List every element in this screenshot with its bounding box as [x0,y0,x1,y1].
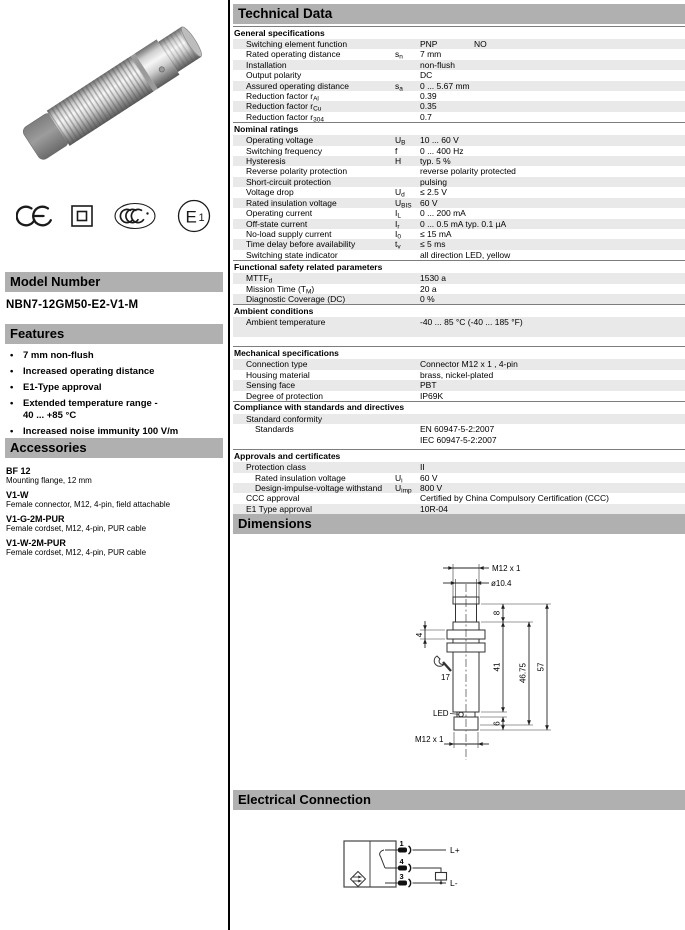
spec-value: -40 ... 85 °C (-40 ... 185 °F) [420,317,523,328]
l-plus-label: L+ [450,845,460,855]
dim-label-thread-top: M12 x 1 [492,564,521,573]
model-number-value: NBN7-12GM50-E2-V1-M [6,299,139,311]
spec-symbol: $I_0$ [395,228,401,241]
spec-label: Standard conformity [246,413,323,424]
spec-value: 60 V [420,197,438,208]
spec-label: Reduction factor $r_{304}$ [246,111,324,124]
spec-value: 10R-04 [420,503,448,514]
feature-item: • 7 mm non-flush [6,350,224,362]
spec-row [233,359,685,369]
technical-data-header: Technical Data [233,4,685,24]
spec-value: PNP NO [420,39,487,49]
spec-value: brass, nickel-plated [420,369,494,380]
pin-3-label: 3 [399,872,404,881]
spec-symbol: $s_n$ [395,49,403,61]
feature-item: • E1-Type approval [6,382,224,394]
spec-value: IP69K [420,390,444,401]
spec-symbol: $U_{BIS}$ [395,197,412,210]
spec-section [233,260,685,304]
spec-value: 10 ... 60 V [420,135,459,146]
spec-row [233,391,685,401]
spec-row [233,414,685,424]
spec-label: Time delay before availability [246,239,356,250]
spec-symbol: $I_r$ [395,218,400,230]
spec-row [233,166,685,176]
spec-value: 0.35 [420,101,437,112]
spec-section-title: Ambient conditions [233,304,685,317]
wrench-size-label: 17 [441,673,450,682]
spec-row [233,39,685,49]
spec-value: DC [420,70,433,81]
spec-row [233,187,685,197]
spec-label: Ambient temperature [246,317,326,328]
electrical-connection-figure [338,838,488,905]
model-number-header: Model Number [5,272,223,292]
spec-label: Diagnostic Coverage (DC) [246,293,346,304]
spec-label: Installation [246,59,287,70]
led-label: LED [433,709,449,718]
dimension-drawing [391,552,641,772]
spec-label: Switching state indicator [246,249,338,260]
spec-row [233,135,685,145]
spec-label: Short-circuit protection [246,176,332,187]
spec-value: PBT [420,380,437,391]
spec-row [233,473,685,483]
spec-symbol: $U_{imp}$ [395,483,412,495]
spec-row [233,284,685,294]
spec-row [233,250,685,260]
spec-row [233,424,685,445]
spec-value: 60 V [420,472,438,483]
spec-symbol: $U_d$ [395,187,405,199]
spec-row [233,317,685,337]
spec-row [233,483,685,493]
spec-value: 7 mm [420,49,442,60]
spec-label: Switching element function [246,39,348,49]
spec-row [233,462,685,472]
accessory-item [6,538,224,558]
spec-symbol: $U_B$ [395,135,406,147]
spec-label: E1 Type approval [246,503,312,514]
dim-label-thread-bottom: M12 x 1 [415,735,444,744]
accessory-name: V1-G-2M-PUR [6,513,65,524]
spec-symbol: $t_v$ [395,239,401,251]
spec-section-title: Approvals and certificates [233,449,685,462]
accessory-name: V1-W [6,489,29,500]
dim-label-diameter: ø10.4 [491,579,512,588]
spec-section [233,401,685,445]
spec-value: 0 ... 0.5 mA typ. 0.1 µA [420,218,507,229]
spec-row [233,81,685,91]
spec-row [233,219,685,229]
spec-label: Reduction factor $r_{Cu}$ [246,101,322,113]
spec-label: Protection class [246,462,306,473]
certification-marks [8,192,220,240]
spec-row [233,198,685,208]
spec-label: Connection type [246,359,308,370]
l-minus-label: L- [450,878,458,888]
spec-value: 0 ... 200 mA [420,208,466,219]
feature-item: • Extended temperature range - 40 ... +85 °C [6,398,224,421]
dim-label-57: 57 [536,662,546,672]
spec-value: 0 % [420,293,435,304]
dim-label-46-75: 46.75 [518,662,528,684]
spec-row [233,60,685,70]
dim-label-4: 4 [415,632,424,638]
spec-symbol: $I_L$ [395,208,401,220]
spec-value: reverse polarity protected [420,166,516,177]
wiring-diagram [338,838,488,900]
spec-row [233,156,685,166]
spec-label: Reverse polarity protection [246,166,348,177]
spec-label: Rated operating distance [246,49,341,60]
spec-row [233,146,685,156]
spec-row [233,294,685,304]
protection-class-ii-icon [70,204,94,228]
right-column [233,0,685,930]
left-column [0,0,228,930]
dim-label-6: 6 [492,721,502,726]
spec-value: ≤ 15 mA [420,228,452,239]
spec-label: Sensing face [246,380,296,391]
technical-data-table [233,26,685,514]
spec-label: Hysteresis [246,156,286,167]
spec-value: ≤ 2.5 V [420,187,447,198]
accessories-header: Accessories [5,438,223,458]
spec-label: CCC approval [246,493,300,504]
spec-label: Rated insulation voltage [255,472,346,483]
spec-symbol: H [395,156,402,167]
spec-row [233,177,685,187]
spec-row [233,273,685,283]
spec-label: Rated insulation voltage [246,197,337,208]
accessories-list [6,461,224,557]
spec-label: Operating current [246,208,313,219]
features-header: Features [5,324,223,344]
spec-section [233,122,685,260]
spec-label: Standards [255,424,294,435]
spec-section [233,304,685,337]
spec-section [233,26,685,122]
accessory-item [6,466,224,486]
spec-section-title: Functional safety related parameters [233,260,685,273]
spec-row [233,208,685,218]
spec-value: 0.39 [420,91,437,102]
spec-label: Switching frequency [246,145,323,156]
spec-section-title: Mechanical specifications [233,346,685,359]
spec-symbol: $s_a$ [395,80,403,93]
led-indicator-circle [459,712,464,717]
accessory-desc: Female cordset, M12, 4-pin, PUR cable [6,523,147,533]
spec-label: Mission Time $(T_M)$ [246,283,315,296]
spec-label: Operating voltage [246,135,314,146]
feature-item: • Increased operating distance [6,366,224,378]
spec-value: II [420,462,425,473]
spec-row [233,49,685,59]
spec-value: typ. 5 % [420,156,451,167]
spec-section-title: Nominal ratings [233,122,685,135]
spec-value: 1530 a [420,273,446,284]
spec-label: Output polarity [246,70,302,81]
spec-symbol: f [395,145,398,156]
spec-label: Off-state current [246,218,308,229]
inductive-sensor-photo-illustration [8,6,218,178]
spec-value: non-flush [420,59,455,70]
spec-value: Connector M12 x 1 , 4-pin [420,359,518,370]
spec-row [233,380,685,390]
accessory-name: BF 12 [6,465,31,476]
electrical-connection-header: Electrical Connection [233,790,685,810]
accessory-name: V1-W-2M-PUR [6,537,66,548]
accessory-desc: Female connector, M12, 4-pin, field attachable [6,499,171,509]
spec-value: all direction LED, yellow [420,249,511,260]
accessory-desc: Mounting flange, 12 mm [6,475,92,485]
spec-row [233,112,685,122]
spec-label: No-load supply current [246,228,332,239]
spec-label: Reduction factor $r_{Al}$ [246,91,319,103]
spec-value: 0 ... 400 Hz [420,145,464,156]
accessory-desc: Female cordset, M12, 4-pin, PUR cable [6,547,147,557]
spec-label: Voltage drop [246,187,294,198]
spec-section-title: General specifications [233,26,685,39]
product-photo [8,6,218,178]
dimensions-header: Dimensions [233,514,685,534]
spec-row [233,493,685,503]
spec-label: Degree of protection [246,390,324,401]
spec-label: Assured operating distance [246,80,350,91]
e1-mark-icon [176,198,212,234]
e1-letter: E [185,207,197,227]
spec-row [233,91,685,101]
spec-value: 20 a [420,283,437,294]
pin-1-label: 1 [399,839,404,848]
accessory-item [6,490,224,510]
e1-digit: 1 [198,212,205,224]
spec-value: 800 V [420,483,443,493]
ccc-mark-icon [112,200,158,232]
spec-row [233,70,685,80]
dim-label-41: 41 [492,662,502,672]
spec-row [233,370,685,380]
load-resistor-symbol [436,873,447,881]
accessory-item [6,514,224,534]
spec-symbol: $U_i$ [395,472,403,485]
feature-item: • Increased noise immunity 100 V/m [6,426,224,438]
spec-section-title: Compliance with standards and directives [233,401,685,414]
spec-value: 0.7 [420,111,432,122]
spec-label: Design-impulse-voltage withstand [255,483,383,493]
column-divider [228,0,230,930]
dimensions-figure [391,552,641,777]
spec-value: pulsing [420,176,447,187]
spec-value: ≤ 5 ms [420,239,446,250]
spec-section [233,346,685,401]
spec-value: Certified by China Compulsory Certification (CCC) [420,493,609,504]
spec-value: 0 ... 5.67 mm [420,80,470,91]
junction-dot [440,882,443,885]
spec-row [233,101,685,111]
spec-row [233,239,685,249]
features-list [6,350,224,442]
dim-label-8: 8 [492,610,502,616]
spec-label: Housing material [246,369,310,380]
spec-label: $MTTF_d$ [246,273,273,285]
spec-value: EN 60947-5-2:2007 IEC 60947-5-2:2007 [420,424,497,445]
spec-section [233,449,685,514]
spec-row [233,504,685,514]
spec-row [233,229,685,239]
pin-4-label: 4 [399,857,404,866]
ce-mark-icon [16,202,52,230]
